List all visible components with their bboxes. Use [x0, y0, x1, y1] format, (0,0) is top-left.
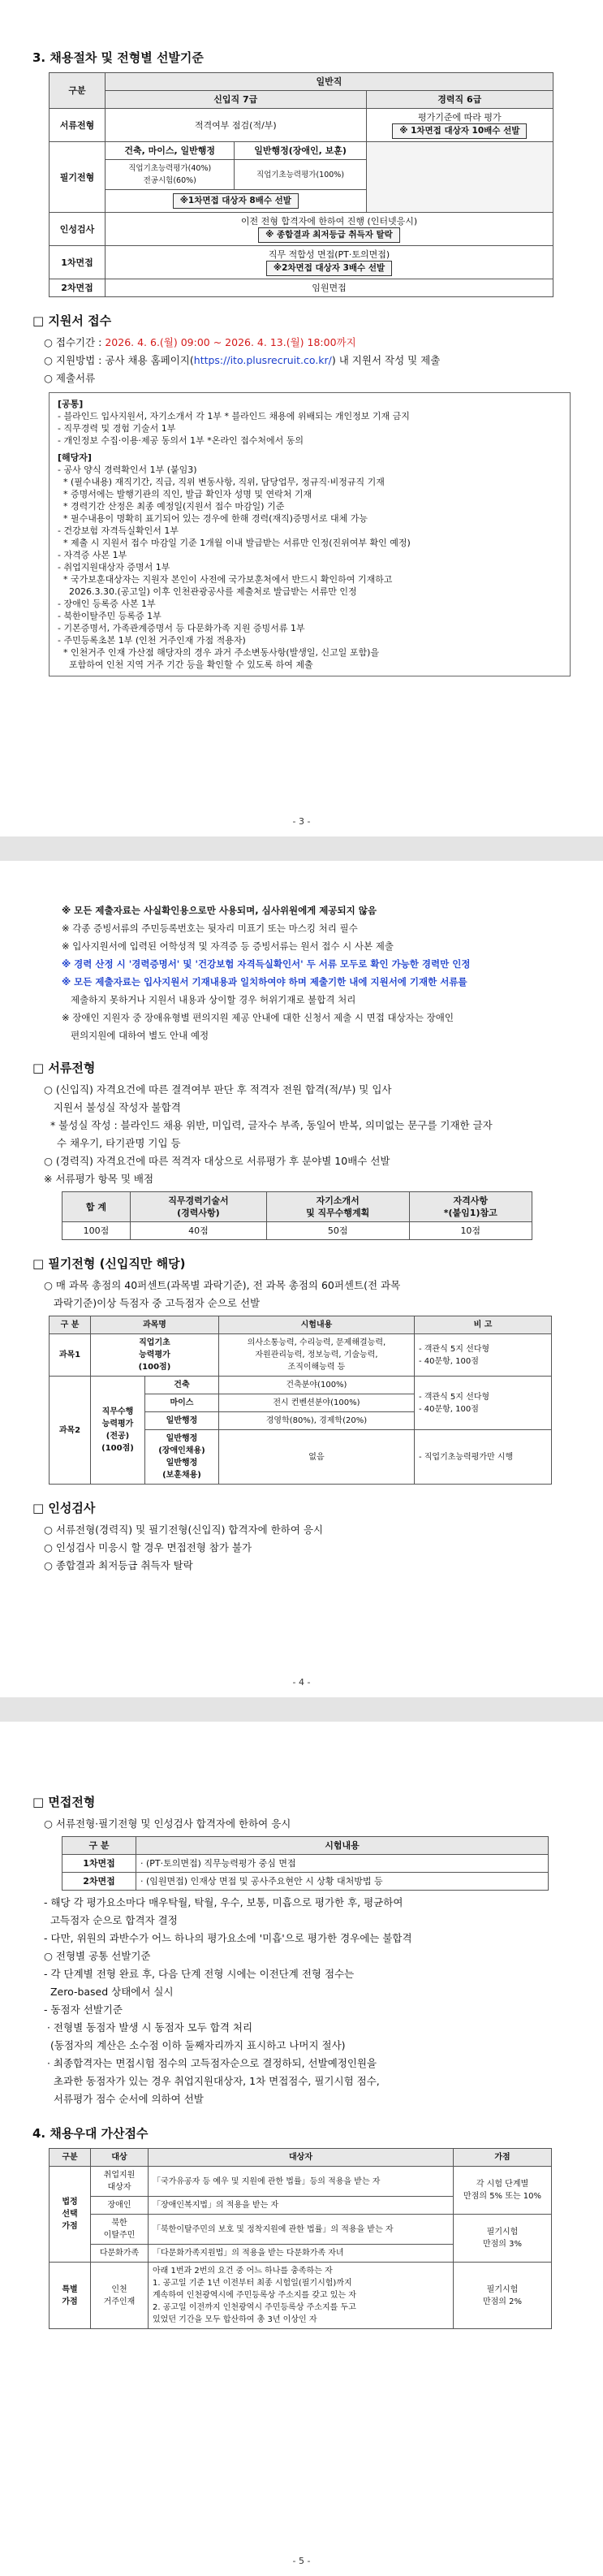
it-h0: 구 분	[62, 1837, 136, 1855]
text-line: 지원서 불성실 작성자 불합격	[44, 1101, 181, 1113]
method-tail: ) 내 지원서 작성 및 제출	[331, 354, 441, 366]
text-line: * 증명서에는 발행기관의 직인, 발급 확인자 성명 및 연락처 기재	[58, 489, 312, 499]
method-label: ○ 지원방법 : 공사 채용 홈페이지(	[44, 354, 194, 366]
wt-s2-note: - 객관식 5지 선다형 - 40문항, 100점	[414, 1377, 551, 1430]
text-line: ○ 서류전형(경력직) 및 필기전형(신입직) 합격자에 한하여 응시	[44, 1524, 324, 1536]
wt-s2-subject: 직무수행 능력평가 (전공) (100점)	[91, 1377, 145, 1485]
written-b-head: 일반행정(장애인, 보훈)	[235, 142, 366, 160]
text-line: 고득점자 순으로 합격자 결정	[44, 1914, 178, 1926]
written-a-head: 건축, 마이스, 일반행정	[106, 142, 235, 160]
wt-s2-content-1: 전시 컨벤션분야(100%)	[218, 1394, 414, 1412]
wt-s2-content-0: 건축분야(100%)	[218, 1377, 414, 1394]
personality-title: □ 인성검사	[32, 1501, 96, 1515]
method-line	[32, 352, 571, 370]
doc-screening-title: □ 서류전형	[32, 1061, 96, 1075]
row-interview1-name: 1차면접	[50, 246, 106, 279]
score-value: 40점	[130, 1222, 266, 1240]
row-personality-body	[106, 213, 553, 246]
bt-r1-desc: 「장애인복지법」의 적용을 받는 자	[149, 2197, 454, 2215]
row-doc-exp-text: 평가기준에 따라 평가	[417, 112, 502, 123]
text-line: - 다만, 위원의 과반수가 어느 하나의 평가요소에 '미흡'으로 평가한 경우에는 불합격	[44, 1932, 412, 1944]
period-label: ○ 접수기간 :	[44, 336, 106, 348]
text-line: - 해당 각 평가요소마다 매우탁월, 탁월, 우수, 보통, 미흡으로 평가한 후, 평균하여	[44, 1896, 403, 1908]
interview-intro: ○ 서류전형·필기전형 및 인성검사 합격자에 한하여 응시	[44, 1817, 291, 1830]
interview1-body-text: 직무 적합성 면접(PT·토의면접)	[268, 249, 390, 260]
personality-lines	[32, 1521, 571, 1575]
notice-list	[32, 885, 571, 1044]
apply-title: □ 지원서 접수	[32, 313, 112, 328]
row-personality-name: 인성검사	[50, 213, 106, 246]
bt-h1: 대상	[91, 2149, 149, 2167]
notice-item: 편의지원에 대하여 별도 안내 예정	[62, 1030, 209, 1041]
row-interview2-name: 2차면접	[50, 279, 106, 297]
bt-r2-target: 북한 이탈주민	[91, 2215, 149, 2245]
written-table	[49, 1316, 552, 1485]
text-line: - 블라인드 입사지원서, 자기소개서 각 1부 * 블라인드 채용에 위배되는 개인정보 기재 금지	[58, 411, 410, 421]
period-line	[32, 334, 571, 352]
notice-item: ※ 입사지원서에 입력된 어학성적 및 자격증 등 증빙서류는 원서 접수 시 사본 제출	[62, 940, 394, 952]
score-value: 10점	[409, 1222, 532, 1240]
bt-r2-desc: 「북한이탈주민의 보호 및 정착지원에 관한 법률」의 적용을 받는 자	[149, 2215, 454, 2245]
interview-title: □ 면접전형	[32, 1795, 96, 1809]
written-note: ※1차면접 대상자 8배수 선발	[173, 193, 299, 209]
text-line: - 건강보험 자격득실확인서 1부	[58, 525, 179, 536]
text-line: ○ (경력직) 자격요건에 따른 적격자 대상으로 서류평가 후 분야별 10배수 선발	[44, 1155, 390, 1167]
row-written-name: 필기전형	[50, 142, 106, 213]
doc-screening-lines	[32, 1081, 571, 1188]
text-line: * 필수내용이 명확히 표기되어 있는 경우에 한해 경력(재직)증명서로 대체 가능	[58, 513, 368, 524]
text-line: ○ 매 과목 총점의 40퍼센트(과목별 과락기준), 전 과목 총점의 60퍼센트(전 과목	[44, 1279, 401, 1291]
wt-s1-note: - 객관식 5지 선다형 - 40문항, 100점	[414, 1334, 551, 1377]
bt-h3: 가점	[454, 2149, 552, 2167]
wt-s2-name: 과목2	[50, 1377, 91, 1485]
page-5	[0, 1722, 603, 2576]
interview1-note: ※2차면접 대상자 3배수 선발	[266, 261, 392, 276]
common-head: [공통]	[58, 399, 84, 409]
text-line: - 기본증명서, 가족관계증명서 등 다문화가족 지원 증빙서류 1부	[58, 623, 305, 633]
text-line: * 제출 시 지원서 접수 마감일 기준 1개월 이내 발급받는 서류만 인정(진위여부 확인 예정)	[58, 538, 411, 548]
bt-group2: 특별 가점	[50, 2263, 91, 2329]
score-table	[62, 1191, 532, 1240]
wt-s2-exempt-note: - 직업기초능력평가만 시행	[414, 1430, 551, 1485]
notice-item: ※ 모든 제출자료는 입사지원서 기재내용과 일치하여야 하며 제출기한 내에 지원서에 기재한 서류를	[62, 976, 467, 988]
text-line: - 공사 양식 경력확인서 1부 (붙임3)	[58, 465, 197, 475]
written-lines	[32, 1277, 571, 1312]
header-group: 구분	[50, 73, 106, 109]
header-general: 일반직	[106, 73, 553, 91]
notice-item: 제출하지 못하거나 지원서 내용과 상이할 경우 허위기재로 불합격 처리	[62, 994, 356, 1005]
bt-r3-desc: 「다문화가족지원법」의 적용을 받는 다문화가족 자녀	[149, 2245, 454, 2263]
recruit-link[interactable]: https://ito.plusrecruit.co.kr/	[193, 354, 332, 366]
personality-body-text: 이전 전형 합격자에 한하여 진행 (인터넷응시)	[240, 216, 418, 227]
written-title: □ 필기전형 (신입직만 해당)	[32, 1256, 186, 1271]
row-interview2-body: 임원면접	[106, 279, 553, 297]
it-r0-content: · (PT·토의면접) 직무능력평가 중심 면접	[136, 1855, 549, 1873]
bt-h2: 대상자	[149, 2149, 454, 2167]
score-value: 100점	[62, 1222, 131, 1240]
it-r1-name: 2차면접	[62, 1873, 136, 1891]
bt-r0-score: 각 시험 단계별 만점의 5% 또는 10%	[454, 2167, 552, 2215]
personality-note: ※ 종합결과 최저등급 취득자 탈락	[258, 227, 400, 243]
text-line: * 인천거주 인재 가산점 해당자의 경우 과거 주소변동사항(발생일, 신고일 포함)을	[58, 647, 380, 658]
row-written-exp	[366, 142, 553, 213]
text-line: 과락기준)이상 득점자 중 고득점자 순으로 선발	[44, 1297, 261, 1309]
wt-s2-exempt-content: 없음	[218, 1430, 414, 1485]
wt-h0: 구 분	[50, 1316, 91, 1334]
text-line: - 북한이탈주민 등록증 1부	[58, 611, 162, 621]
bt-r1-target: 장애인	[91, 2197, 149, 2215]
text-line: · 최종합격자는 면접시험 점수의 고득점자순으로 결정하되, 선발예정인원을	[44, 2057, 377, 2069]
header-exp: 경력직 6급	[366, 91, 553, 109]
row-doc-exp-note: ※ 1차면접 대상자 10배수 선발	[392, 123, 527, 139]
period-value: 2026. 4. 6.(월) 09:00 ~ 2026. 4. 13.(월) 18:00까지	[105, 336, 356, 348]
documents-box	[49, 392, 571, 676]
stage-table	[49, 72, 553, 297]
notice-item: ※ 장애인 지원자 중 장애유형별 편의지원 제공 안내에 대한 신청서 제출 시 면접 대상자는 장애인	[62, 1012, 454, 1023]
row-written-new	[106, 142, 367, 213]
score-header: 자격사항 *(붙임1)참고	[409, 1192, 532, 1222]
page-4	[0, 861, 603, 1697]
page-number: - 5 -	[292, 2556, 311, 2566]
wt-s2-exempt-field: 일반행정 (장애인채용) 일반행정 (보훈채용)	[145, 1430, 219, 1485]
text-line: (동점자의 계산은 소수점 이하 둘째자리까지 표시하고 나머지 절사)	[44, 2039, 346, 2051]
it-r0-name: 1차면접	[62, 1855, 136, 1873]
text-line: * (필수내용) 재직기간, 직급, 직위 변동사항, 직위, 담당업무, 정규직·비정규직 기재	[58, 477, 385, 487]
wt-s1-subject: 직업기초 능력평가 (100점)	[91, 1334, 219, 1377]
docs-label: ○ 제출서류	[44, 372, 96, 384]
wt-s2-content-2: 경영학(80%), 경제학(20%)	[218, 1412, 414, 1430]
interview-table	[62, 1836, 549, 1891]
text-line: * 국가보훈대상자는 지원자 본인이 사전에 국가보훈처에서 반드시 확인하여 기재하고	[58, 574, 393, 585]
score-value: 50점	[266, 1222, 409, 1240]
wt-s2-field-2: 일반행정	[145, 1412, 219, 1430]
bt-r3-target: 다문화가족	[91, 2245, 149, 2263]
bt-r0-target: 취업지원 대상자	[91, 2167, 149, 2197]
text-line: * 불성실 작성 : 블라인드 채용 위반, 미입력, 글자수 부족, 동일어 반복, 의미없는 문구를 기재한 글자	[44, 1119, 493, 1131]
text-line: 서류평가 점수 순서에 의하여 선발	[44, 2093, 204, 2105]
wt-h3: 비 고	[414, 1316, 551, 1334]
row-doc-name: 서류전형	[50, 109, 106, 142]
text-line: 초과한 동점자가 있는 경우 취업지원대상자, 1차 면접점수, 필기시험 점수,	[44, 2075, 380, 2087]
row-doc-exp	[366, 109, 553, 142]
text-line: ○ 전형별 공통 선발기준	[44, 1950, 151, 1962]
interview-lines	[32, 1894, 571, 2108]
it-r1-content: · (임원면접) 인재상 면접 및 공사주요현안 시 상황 대처방법 등	[136, 1873, 549, 1891]
wt-s2-field-1: 마이스	[145, 1394, 219, 1412]
text-line: - 취업지원대상자 증명서 1부	[58, 562, 170, 573]
row-interview1-body	[106, 246, 553, 279]
wt-s2-field-0: 건축	[145, 1377, 219, 1394]
row-doc-new: 적격여부 점검(적/부)	[106, 109, 367, 142]
notice-item: ※ 모든 제출자료는 사실확인용으로만 사용되며, 심사위원에게 제공되지 않음	[62, 905, 377, 916]
text-line: · 전형별 동점자 발생 시 동점자 모두 합격 처리	[44, 2021, 253, 2034]
wt-s1-name: 과목1	[50, 1334, 91, 1377]
page-number: - 4 -	[292, 1677, 311, 1688]
text-line: 수 채우기, 타기관명 기입 등	[44, 1137, 181, 1149]
section-title-bonus: 4. 채용우대 가산점수	[32, 2126, 149, 2141]
bt-h0: 구분	[50, 2149, 91, 2167]
wt-s1-content: 의사소통능력, 수리능력, 문제해결능력, 자원관리능력, 정보능력, 기술능력, 조직이해능력 등	[218, 1334, 414, 1377]
section-title-procedure: 3. 채용절차 및 전형별 선발기준	[32, 50, 204, 65]
bt-r4-desc: 아래 1번과 2번의 요건 중 어느 하나를 충족하는 자 1. 공고일 기준 1년 이전부터 최종 시험일(필기시험)까지 계속하여 인천광역시에 주민등록상 주소지를 갖고 있는 자 2. 공고일 이전까지 인천광역시 주민등록상 주소지를 두고 있었던 기간을 모두 합산하여 총 3년 이상인 자	[149, 2263, 454, 2329]
text-line: - 주민등록초본 1부 (인천 거주인재 가점 적용자)	[58, 635, 246, 646]
text-line: ○ 종합결과 최저등급 취득자 탈락	[44, 1559, 193, 1571]
bt-r4-score: 필기시험 만점의 2%	[454, 2263, 552, 2329]
bonus-table	[49, 2148, 552, 2329]
applicable-head: [해당자]	[58, 452, 92, 463]
score-header: 직무경력기술서 (경력사항)	[130, 1192, 266, 1222]
text-line: - 직무경력 및 경험 기술서 1부	[58, 423, 176, 434]
text-line: - 동점자 선발기준	[44, 2003, 123, 2016]
text-line: 2026.3.30.(공고일) 이후 인천관광공사를 제출처로 발급받는 서류만 인정	[58, 586, 357, 597]
notice-item: ※ 경력 산정 시 '경력증명서' 및 '건강보험 자격득실확인서' 두 서류 모두로 확인 가능한 경력만 인정	[62, 958, 471, 970]
wt-h1: 과목명	[91, 1316, 219, 1334]
text-line: - 각 단계별 전형 완료 후, 다음 단계 전형 시에는 이전단계 전형 점수는	[44, 1968, 355, 1980]
text-line: 포함하여 인천 지역 거주 기간 등을 확인할 수 있도록 하여 제출	[58, 659, 313, 670]
score-header: 합 계	[62, 1192, 131, 1222]
text-line: * 경력기간 산정은 최종 예정일(지원서 접수 마감일) 기준	[58, 501, 285, 512]
notice-item: ※ 각종 증빙서류의 주민등록번호는 뒷자리 미표기 또는 마스킹 처리 필수	[62, 923, 358, 934]
written-a-body: 직업기초능력평가(40%) 전공시험(60%)	[106, 160, 235, 190]
text-line: ○ (신입직) 자격요건에 따른 결격여부 판단 후 적격자 전원 합격(적/부) 및 입사	[44, 1083, 392, 1096]
bt-r2-score: 필기시험 만점의 3%	[454, 2215, 552, 2263]
header-new: 신입직 7급	[106, 91, 367, 109]
bt-group1: 법정 선택 가점	[50, 2167, 91, 2263]
text-line: ○ 인성검사 미응시 할 경우 면접전형 참가 불가	[44, 1541, 252, 1554]
text-line: Zero-based 상태에서 실시	[44, 1986, 174, 1998]
it-h1: 시험내용	[136, 1837, 549, 1855]
text-line: - 장애인 등록증 사본 1부	[58, 599, 156, 609]
wt-h2: 시험내용	[218, 1316, 414, 1334]
text-line: ※ 서류평가 항목 및 배점	[44, 1173, 154, 1185]
written-b-body: 직업기초능력평가(100%)	[235, 160, 366, 190]
score-header: 자기소개서 및 직무수행계획	[266, 1192, 409, 1222]
page-3	[0, 0, 603, 836]
applicable-list	[58, 464, 562, 671]
bt-r0-desc: 「국가유공자 등 예우 및 지원에 관한 법률」등의 적용을 받는 자	[149, 2167, 454, 2197]
bt-r4-target: 인천 거주인재	[91, 2263, 149, 2329]
page-number: - 3 -	[292, 816, 311, 827]
text-line: - 개인정보 수집·이용·제공 동의서 1부 *온라인 접수처에서 동의	[58, 435, 304, 446]
text-line: - 자격증 사본 1부	[58, 550, 127, 560]
common-list	[58, 410, 562, 447]
